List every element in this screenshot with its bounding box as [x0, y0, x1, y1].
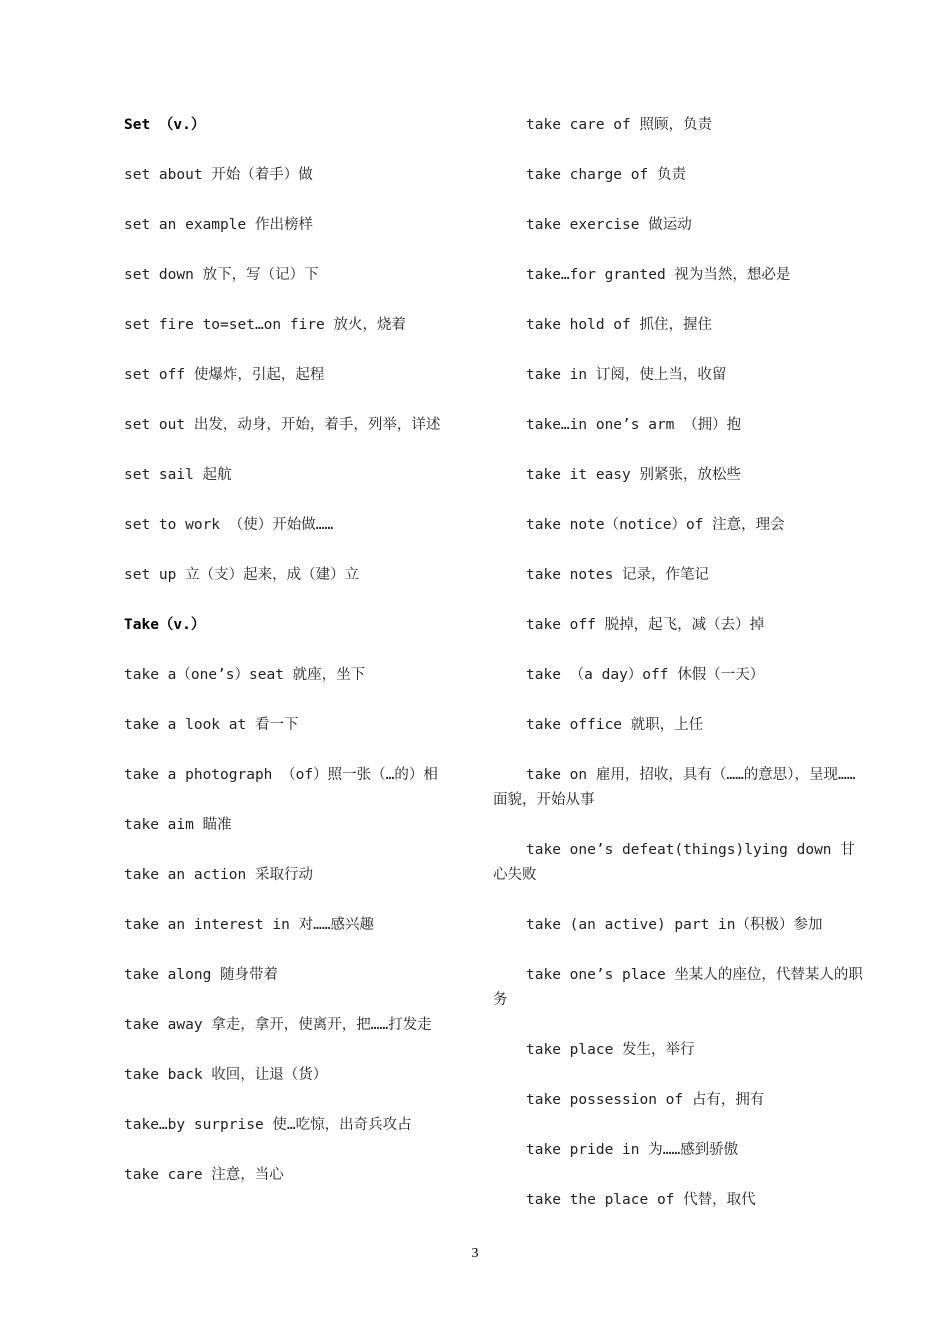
phrase-entry: take along 随身带着 — [124, 967, 279, 983]
phrase-entry: take office 就职，上任 — [526, 717, 704, 733]
phrase-entry: take pride in 为……感到骄傲 — [526, 1142, 739, 1158]
phrase-entry: take aim 瞄准 — [124, 817, 232, 833]
phrase-entry: take note（notice）of 注意，理会 — [526, 517, 785, 533]
phrase-entry: take (an active) part in（积极）参加 — [526, 917, 823, 933]
section-heading: Take（v.） — [124, 617, 206, 633]
phrase-entry: take…by surprise 使…吃惊，出奇兵攻占 — [124, 1117, 412, 1133]
phrase-entry: take place 发生，举行 — [526, 1042, 695, 1058]
left-column — [91, 113, 466, 1213]
phrase-entry: take it easy 别紧张，放松些 — [526, 467, 741, 483]
phrase-entry: take care 注意，当心 — [124, 1167, 284, 1183]
phrase-entry: take away 拿走，拿开，使离开，把……打发走 — [124, 1017, 432, 1033]
phrase-entry: set down 放下，写（记）下 — [124, 267, 319, 283]
phrase-entry: take （a day）off 休假（一天） — [526, 667, 765, 683]
phrase-entry: take one’s place 坐某人的座位，代替某人的职务 — [493, 967, 863, 1008]
phrase-entry: set up 立（支）起来，成（建）立 — [124, 567, 360, 583]
phrase-entry: take exercise 做运动 — [526, 217, 692, 233]
phrase-entry: take an interest in 对……感兴趣 — [124, 917, 375, 933]
phrase-entry: set about 开始（着手）做 — [124, 167, 313, 183]
phrase-entry: set an example 作出榜样 — [124, 217, 313, 233]
phrase-entry: set to work （使）开始做…… — [124, 517, 334, 533]
phrase-entry: take a look at 看一下 — [124, 717, 299, 733]
phrase-entry: take care of 照顾，负责 — [526, 117, 712, 133]
phrase-entry: set sail 起航 — [124, 467, 232, 483]
section-heading: Set （v.） — [124, 117, 206, 133]
phrase-entry: take a photograph （of）照一张（…的）相 — [124, 767, 438, 783]
phrase-entry: take in 订阅，使上当，收留 — [526, 367, 727, 383]
phrase-entry: take notes 记录，作笔记 — [526, 567, 710, 583]
phrase-entry: take…in one’s arm （拥）抱 — [526, 417, 742, 433]
page-number: 3 — [471, 1246, 479, 1261]
phrase-entry: take the place of 代替，取代 — [526, 1192, 756, 1208]
phrase-entry: take on 雇用，招收，具有（……的意思），呈现……面貌，开始从事 — [493, 767, 856, 808]
phrase-entry: take possession of 占有，拥有 — [526, 1092, 765, 1108]
phrase-entry: take an action 采取行动 — [124, 867, 313, 883]
phrase-entry: set fire to=set…on fire 放火，烧着 — [124, 317, 407, 333]
phrase-entry: take one’s defeat(things)lying down 甘心失败 — [493, 842, 855, 883]
phrase-entry: take charge of 负责 — [526, 167, 686, 183]
phrase-entry: take hold of 抓住，握住 — [526, 317, 712, 333]
phrase-entry: set off 使爆炸，引起，起程 — [124, 367, 325, 383]
phrase-entry: take off 脱掉，起飞，减（去）掉 — [526, 617, 765, 633]
phrase-entry: take a（one’s）seat 就座，坐下 — [124, 667, 366, 683]
right-column — [493, 113, 868, 1238]
phrase-entry: set out 出发，动身，开始，着手，列举，详述 — [124, 417, 441, 433]
phrase-entry: take back 收回，让退（货） — [124, 1067, 328, 1083]
phrase-entry: take…for granted 视为当然，想必是 — [526, 267, 791, 283]
